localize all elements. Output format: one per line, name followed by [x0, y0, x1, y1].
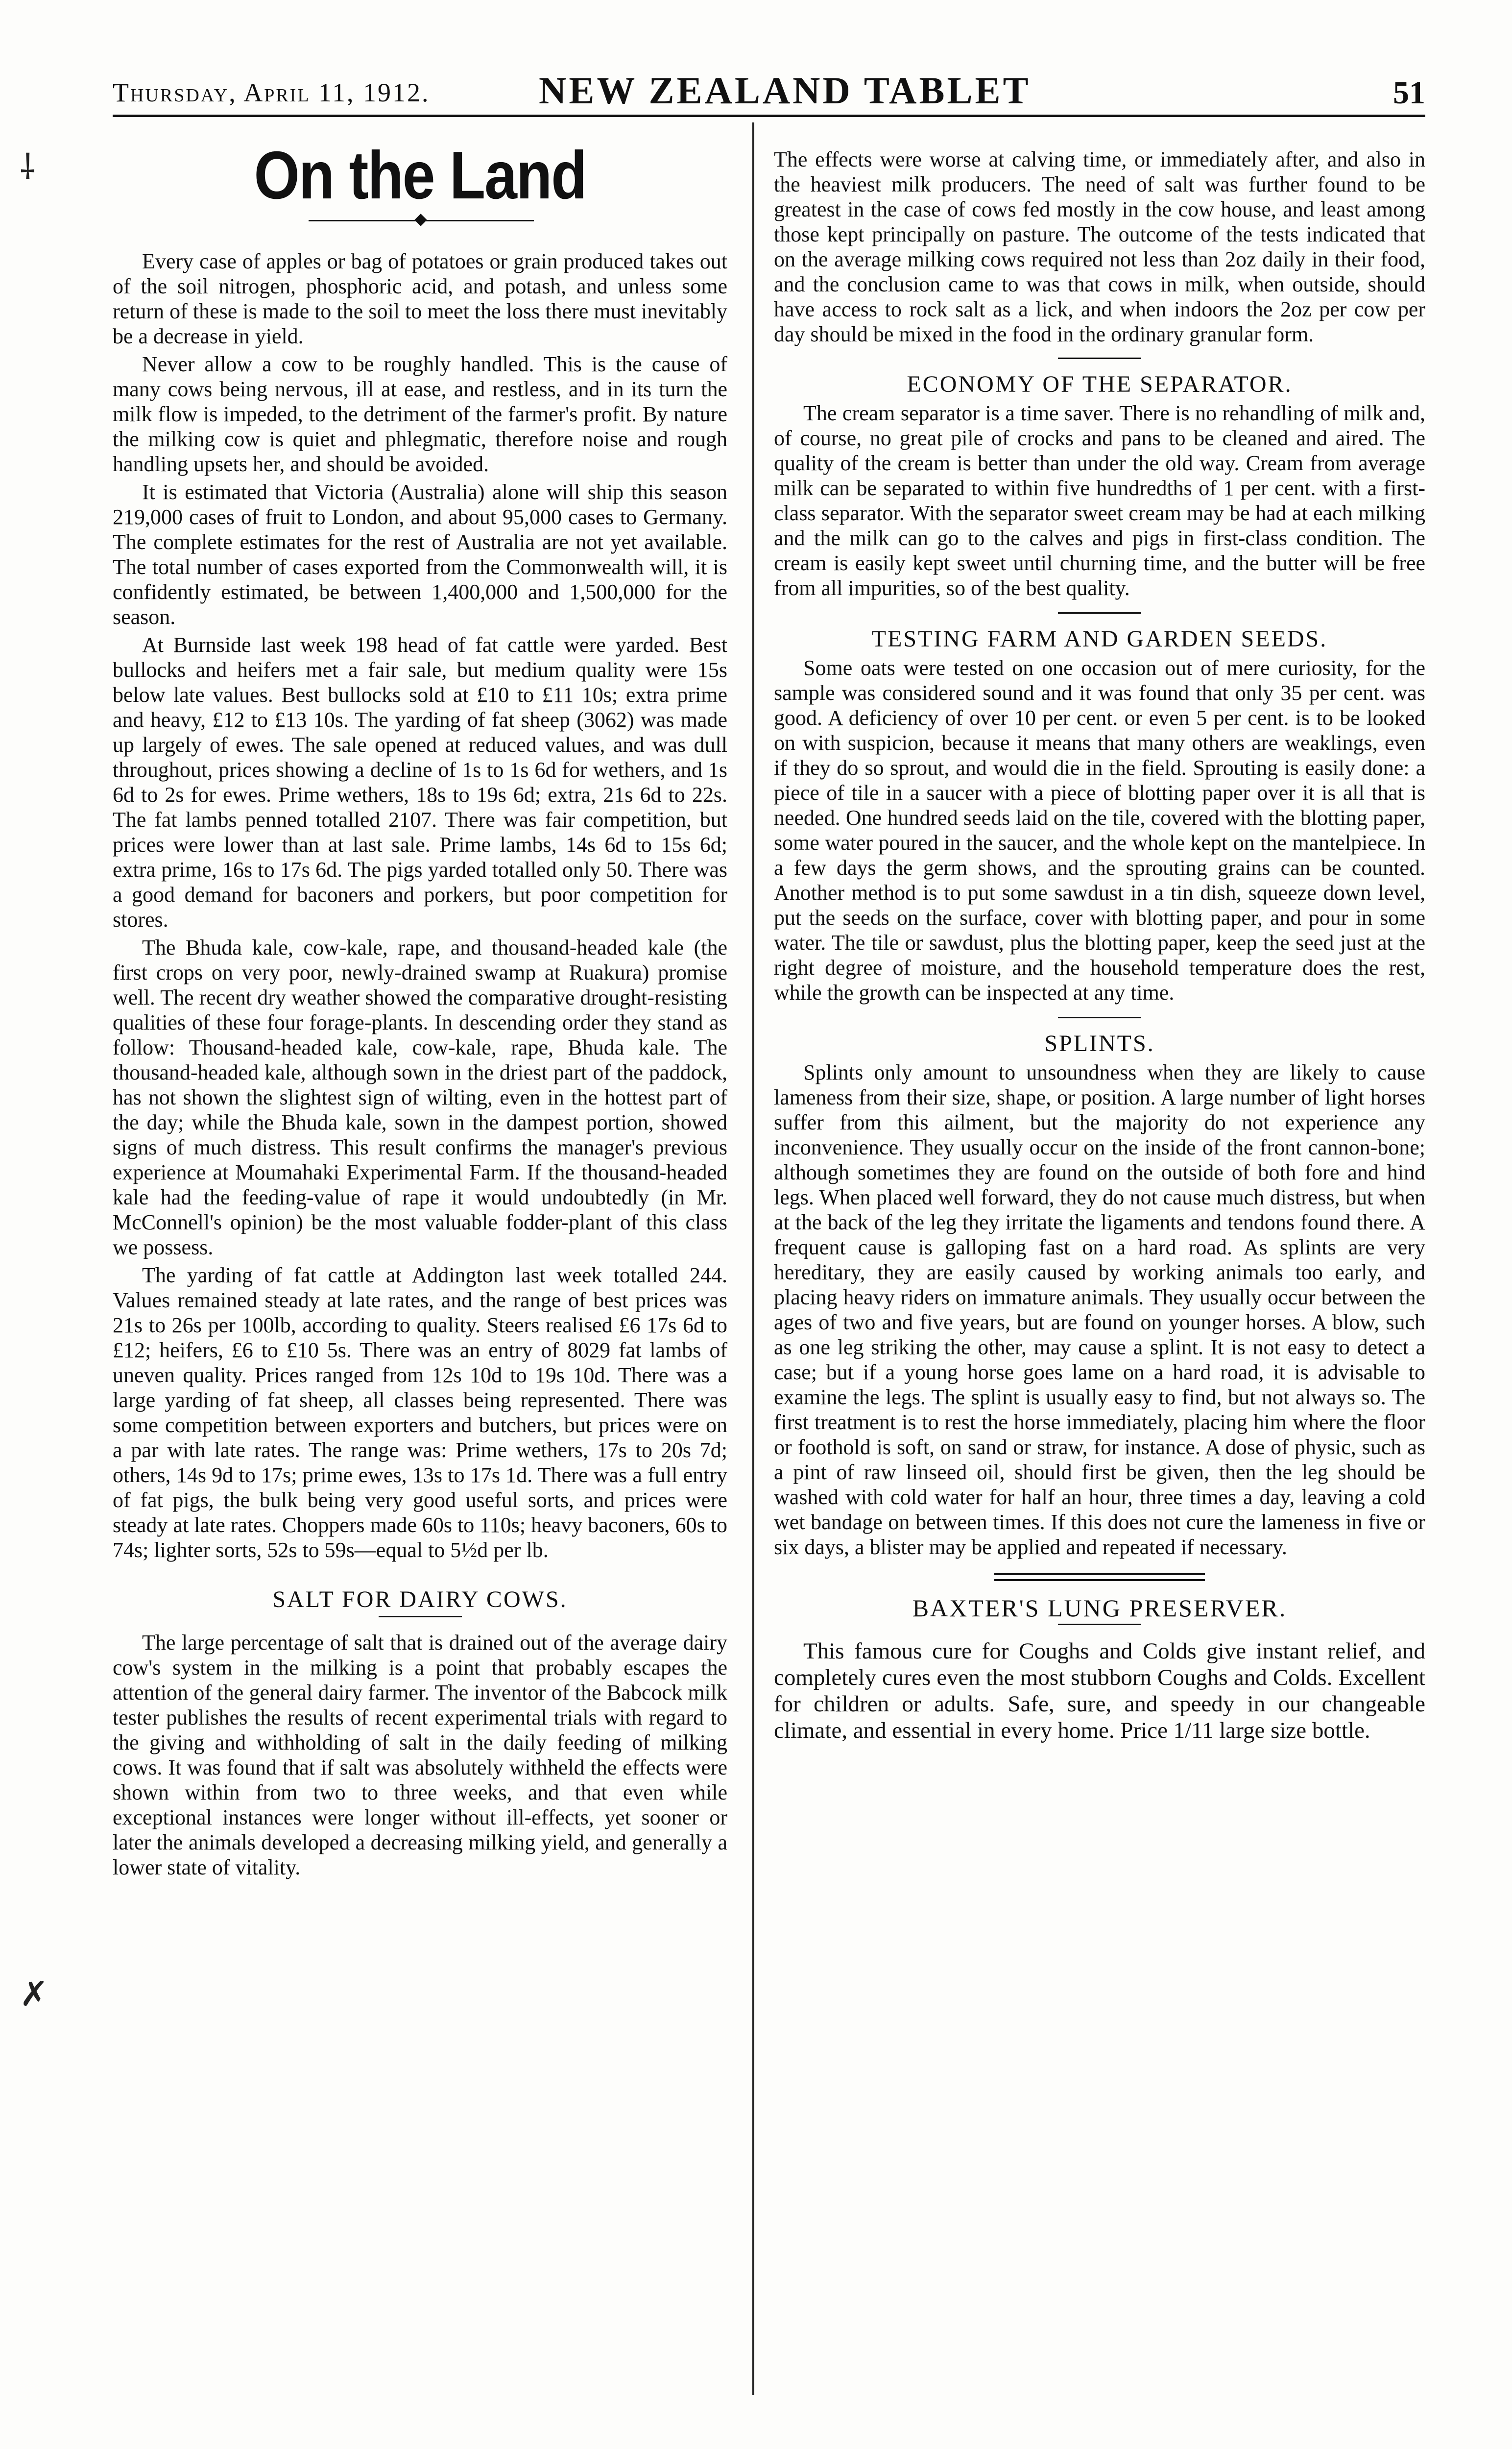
masthead-rule: [113, 115, 1425, 117]
paragraph-kale: The Bhuda kale, cow-kale, rape, and thousand-headed kale (the first crops on very poor, newly-drained swamp at Ruakura) promise well. The recent dry weather showed the comparative drought-resisting qualities of these four forage-plants. In descending order they stand as follow: Thousand-headed kale, cow-kale, rape, Bhuda kale. The thousand-headed kale, although sown in the driest part of the paddock, has not shown the slightest sign of wilting, even in the hottest part of the day; while the Bhuda kale, sown in the dampest portion, showed signs of much distress. This result confirms the manager's previous experience at Moumahaki Experimental Farm. If the thousand-headed kale had the feeding-value of rape it would undoubtedly (in Mr. McConnell's opinion) be the most valuable fodder-plant of this class we possess.: [113, 936, 727, 1259]
margin-arrow-icon: ✗: [20, 1976, 48, 2014]
section-rule: [1058, 1017, 1141, 1018]
feature-title: On the Land: [254, 137, 586, 214]
paragraph-salt-continued: The effects were worse at calving time, or immediately after, and also in the heaviest milk producers. The need of salt was further found to be greatest in the case of cows fed mostly in the cow house, and least among those kept principally on pasture. The outcome of the tests indicated that on the average milking cows required not less than 2oz daily in their food, and the conclusion came to was that cows in milk, when outside, should have access to rock salt as a lick, and when indoors the 2oz per cow per day should be mixed in the food in the ordinary granular form.: [774, 147, 1425, 346]
paragraph-salt: The large percentage of salt that is drained out of the average dairy cow's system in the milking is a point that probably escapes the attention of the general dairy farmer. The inventor of the Babcock milk tester publishes the results of recent experimental trials with regard to the giving and withholding of salt in the daily feeding of milking cows. It was found that if salt was absolutely withheld the effects were shown within from two to three weeks, and that even while exceptional instances were longer without ill-effects, yet sooner or later the animals developed a decreasing milking yield, and generally a lower state of vitality.: [113, 1631, 727, 1879]
section-rule: [379, 1616, 462, 1617]
seeds-heading: TESTING FARM AND GARDEN SEEDS.: [871, 626, 1328, 652]
paragraph-splints: Splints only amount to unsoundness when they are likely to cause lameness from their size, shape, or position. A large number of light horses suffer from this ailment, but the majority do not experience any inconvenience. They usually occur on the inside of the front cannon-bone; although sometimes they are found on the outside of both fore and hind legs. When placed well forward, they do not cause much distress, but when at the back of the leg they irritate the ligaments and tendons found there. A frequent cause is galloping fast on a hard road. As splints are very hereditary, they are easily caused by working animals too early, and placing heavy riders on immature animals. They usually occur between the ages of two and five years, but are found on younger horses. A blow, such as one leg striking the other, may cause a splint. It is not easy to detect a case; but if a young horse goes lame on a hard road, it is advisable to examine the legs. The splint is usually easy to find, but not always so. The first treatment is to rest the horse immediately, placing him where the floor or foothold is soft, on sand or straw, for instance. A dose of physic, such as a pint of raw linseed oil, should first be given, then the leg should be washed with cold water for half an hour, three times a day, leaving a cold wet bandage on between times. If this does not cure the lameness in five or six days, a blister may be applied and repeated if necessary.: [774, 1060, 1425, 1559]
salt-heading: SALT FOR DAIRY COWS.: [272, 1586, 568, 1612]
paragraph-cow-handling: Never allow a cow to be roughly handled. This is the cause of many cows being nervous, ill at ease, and restless, and in its turn the milk flow is impeded, to the detriment of the farmer's profit. By nature the milking cow is quiet and phlegmatic, therefore noise and rough handling upsets her, and should be avoided.: [113, 352, 727, 476]
left-column: [113, 132, 727, 1883]
rule-line: [994, 1579, 1205, 1581]
paragraph-fruit-export: It is estimated that Victoria (Australia) alone will ship this season 219,000 cases of fruit to London, and about 95,000 cases to Germany. The complete estimates for the rest of Australia are not yet available. The total number of cases exported from the Commonwealth will, it is confidently estimated, be between 1,400,000 and 1,500,000 for the season.: [113, 480, 727, 629]
issue-date: Thursday, April 11, 1912.: [113, 78, 430, 107]
paragraph-separator: The cream separator is a time saver. There is no rehandling of milk and, of course, no great pile of crocks and pans to be cleaned and aired. The quality of the cream is better than under the old way. Cream from average milk can be separated to within five hundredths of 1 per cent. with a first-class separator. With the separator sweet cream may be had at each milking and the milk can go to the calves and pigs in first-class condition. The cream is easily kept sweet until churning time, and the butter will be free from all impurities, so of the best quality.: [774, 401, 1425, 600]
paragraph-addington: The yarding of fat cattle at Addington last week totalled 244. Values remained steady at late rates, and the range of best prices was 21s to 26s per 100lb, according to quality. Steers realised £6 17s 6d to £12; heifers, £6 to £10 5s. There was an entry of 8029 fat lambs of uneven quality. Prices ranged from 12s 10d to 19s 10d. There was a large yarding of fat sheep, all classes being represented. There was some competition between exporters and butchers, but prices were on a par with late rates. The range was: Prime wethers, 17s to 20s 7d; others, 14s 9d to 17s; prime ewes, 13s to 17s 1d. There was a full entry of fat pigs, the bulk being very good useful sorts, and prices were steady at late rates. Choppers made 60s to 110s; heavy baconers, 60s to 74s; lighter sorts, 52s to 59s—equal to 5½d per lb.: [113, 1263, 727, 1562]
masthead: [113, 69, 1425, 113]
title-ornament: [113, 212, 727, 229]
section-rule: [1058, 358, 1141, 359]
double-rule: [994, 1573, 1205, 1581]
separator-heading: ECONOMY OF THE SEPARATOR.: [907, 371, 1293, 397]
paragraph-soil: Every case of apples or bag of potatoes or grain produced takes out of the soil nitrogen, phosphoric acid, and potash, and unless some return of these is made to the soil to meet the loss there must inevitably be a decrease in yield.: [113, 249, 727, 348]
section-rule: [1058, 1624, 1141, 1625]
publication-title: NEW ZEALAND TABLET: [539, 69, 1031, 112]
right-column: [774, 147, 1425, 1747]
rule-line: [994, 1573, 1205, 1575]
ad-heading: BAXTER'S LUNG PRESERVER.: [912, 1594, 1287, 1622]
ad-body: This famous cure for Coughs and Colds give instant relief, and completely cures even the most stubborn Coughs and Colds. Excellent for children or adults. Safe, sure, and speedy in our changeable climate, and essential in every home. Price 1/11 large size bottle.: [774, 1638, 1425, 1743]
paragraph-burnside: At Burnside last week 198 head of fat cattle were yarded. Best bullocks and heifers met a fair sale, but medium quality were 15s below late values. Best bullocks sold at £10 to £11 10s; extra prime and heavy, £12 to £13 10s. The yarding of fat sheep (3062) was made up largely of ewes. The sale opened at reduced values, and was dull throughout, prices showing a decline of 1s to 1s 6d for wethers, and 1s 6d to 2s for ewes. Prime wethers, 18s to 19s 6d; extra, 21s 6d to 22s. The fat lambs penned totalled 2107. There was fair competition, but prices were lower than at last sale. Prime lambs, 14s 6d to 15s 6d; extra prime, 16s to 17s 6d. The pigs yarded totalled only 50. There was a good demand for baconers and porkers, but poor competition for stores.: [113, 633, 727, 932]
column-divider: [752, 122, 754, 2395]
paragraph-seeds: Some oats were tested on one occasion out of mere curiosity, for the sample was considered sound and it was found that only 35 per cent. was good. A deficiency of over 10 per cent. or even 5 per cent. is to be looked on with suspicion, because it means that many others are weaklings, even if they do so sprout, and would die in the field. Sprouting is easily done: a piece of tile in a saucer with a piece of blotting paper over it is all that is needed. One hundred seeds laid on the tile, covered with the blotting paper, some water poured in the saucer, and the whole kept on the mantelpiece. In a few days the germ shows, and the sprouting grains can be counted. Another method is to put some sawdust in a tin dish, squeeze down level, put the seeds on the surface, cover with blotting paper, and pour in some water. The tile or sawdust, plus the blotting paper, keep the seed just at the right degree of moisture, and the household temperature does the rest, while the growth can be inspected at any time.: [774, 656, 1425, 1005]
margin-mark-icon: ⸸: [20, 149, 36, 187]
diamond-icon: [414, 214, 427, 226]
splints-heading: SPLINTS.: [1044, 1031, 1155, 1056]
page-number: 51: [1393, 75, 1425, 111]
section-rule: [1058, 612, 1141, 614]
